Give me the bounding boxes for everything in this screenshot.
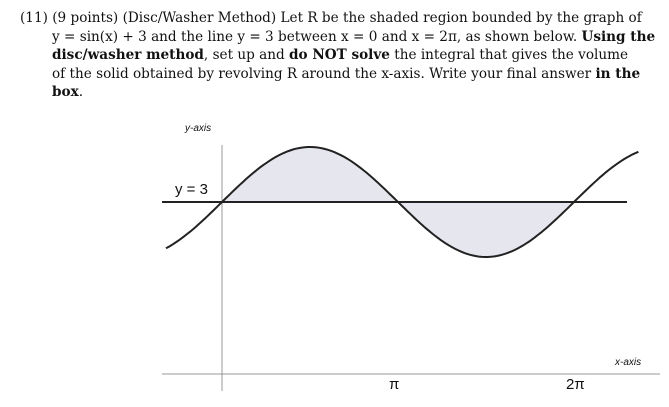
problem-line-2-text: y = sin(x) + 3 and the line y = 3 between x = 0 and x = 2π, as shown below. [52, 28, 578, 45]
problem-line-2-bold: Using the [581, 28, 656, 45]
problem-line-4-text: of the solid obtained by revolving R around the x-axis. Write your final answer [52, 65, 592, 82]
problem-topic: (Disc/Washer Method) [122, 10, 277, 26]
hline-label: y = 3 [175, 181, 208, 198]
y-axis-label: y-axis [185, 123, 212, 134]
box-emphasis: box [52, 84, 79, 100]
method-emphasis: disc/washer method [52, 47, 204, 63]
problem-line-3-mid: , set up and [203, 47, 285, 63]
tick-label-2pi: 2π [566, 376, 585, 393]
problem-line-5-end: . [78, 84, 84, 100]
problem-number: (11) [20, 10, 48, 26]
problem-points: (9 points) [52, 10, 119, 26]
x-axis-label: x-axis [615, 357, 642, 368]
problem-line-1-rest: Let R be the shaded region bounded by the graph of [280, 10, 642, 26]
problem-line-3-rest: the integral that gives the volume [394, 47, 629, 63]
shaded-region-lower [398, 202, 574, 257]
do-not-solve-emphasis: do NOT solve [289, 47, 390, 63]
problem-line-4-bold: in the [595, 65, 641, 82]
shaded-region-upper [222, 147, 398, 202]
tick-label-pi: π [389, 376, 400, 393]
